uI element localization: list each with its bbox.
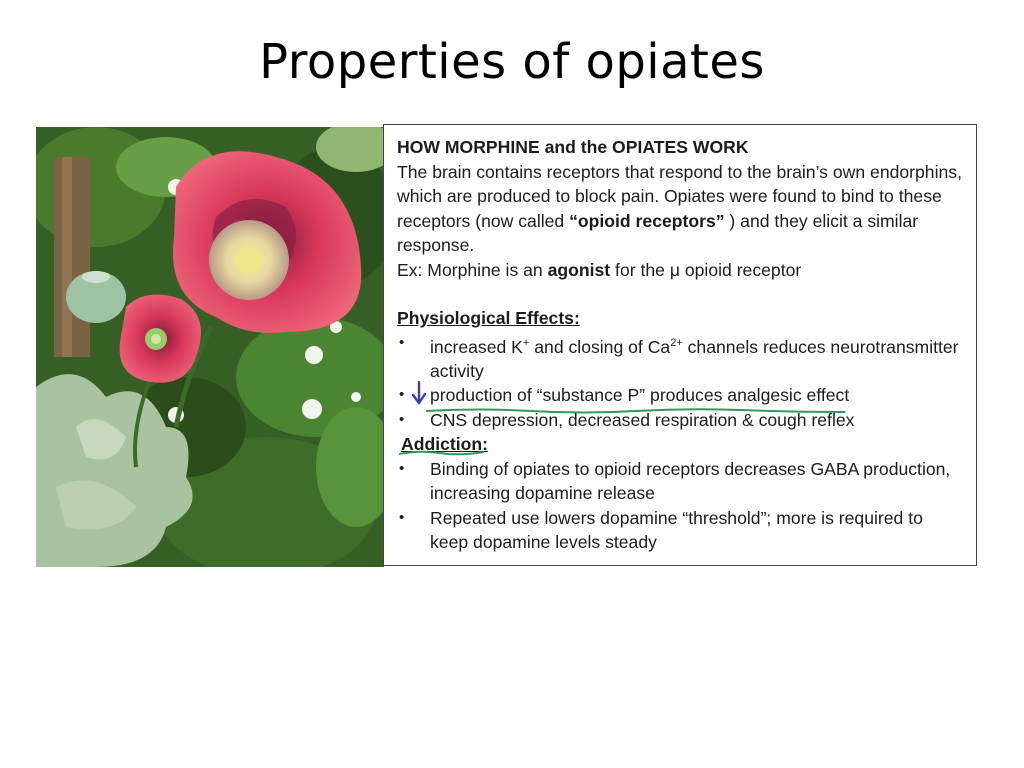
list-item xyxy=(397,408,962,433)
physio-b2-text: production of “substance P” produces analgesic effect xyxy=(430,385,850,406)
example-line xyxy=(397,258,962,283)
intro-paragraph xyxy=(397,160,962,258)
physio-b1-sup-k: + xyxy=(522,336,530,349)
intro-bold-term: “opioid receptors” xyxy=(569,210,725,231)
bullet-dot: • xyxy=(399,410,405,428)
physio-b1-text-a: increased K xyxy=(430,336,523,357)
list-item xyxy=(397,383,962,408)
list-item xyxy=(397,457,962,506)
addiction-heading: Addiction: xyxy=(401,434,488,455)
intro-text-2: ) and they elicit a similar response. xyxy=(397,210,919,255)
bullet-dot: • xyxy=(399,333,405,351)
info-textbox xyxy=(383,124,977,566)
textbox-heading: HOW MORPHINE and the OPIATES WORK xyxy=(397,137,749,157)
intro-text-1: The brain contains receptors that respond to the brain’s own endorphins, which are produced to block pain. Opiates were found to bind to these receptors (now called xyxy=(397,161,962,231)
highlighted-phrase xyxy=(430,383,849,408)
addiction-b1-text: Binding of opiates to opioid receptors decreases GABA production, increasing dopamine release xyxy=(430,458,951,504)
list-item xyxy=(397,331,962,384)
down-arrow-icon xyxy=(411,381,427,407)
poppy-photo xyxy=(36,127,384,567)
physio-heading: Physiological Effects: xyxy=(397,308,580,328)
physio-list xyxy=(397,331,962,433)
bullet-dot: • xyxy=(399,508,405,526)
addiction-b2-text: Repeated use lowers dopamine “threshold”; more is required to keep dopamine levels steady xyxy=(430,507,923,553)
physio-b3-text: CNS depression, decreased respiration & cough reflex xyxy=(430,409,855,430)
poppy-illustration xyxy=(36,127,384,567)
slide-title: Properties of opiates xyxy=(259,34,765,90)
example-prefix: Ex: Morphine is an xyxy=(397,259,548,280)
bullet-dot: • xyxy=(399,459,405,477)
physio-b1-text-b: and closing of Ca xyxy=(529,336,671,357)
list-item xyxy=(397,506,962,555)
example-bold: agonist xyxy=(547,259,611,280)
bullet-dot: • xyxy=(399,386,405,404)
addiction-list xyxy=(397,457,962,555)
physio-b1-sup-ca: 2+ xyxy=(670,336,683,349)
physio-b1-text-c: channels reduces neurotransmitter activity xyxy=(430,336,959,381)
example-suffix: for the μ opioid receptor xyxy=(610,259,802,280)
addiction-heading-wrap xyxy=(397,432,488,457)
